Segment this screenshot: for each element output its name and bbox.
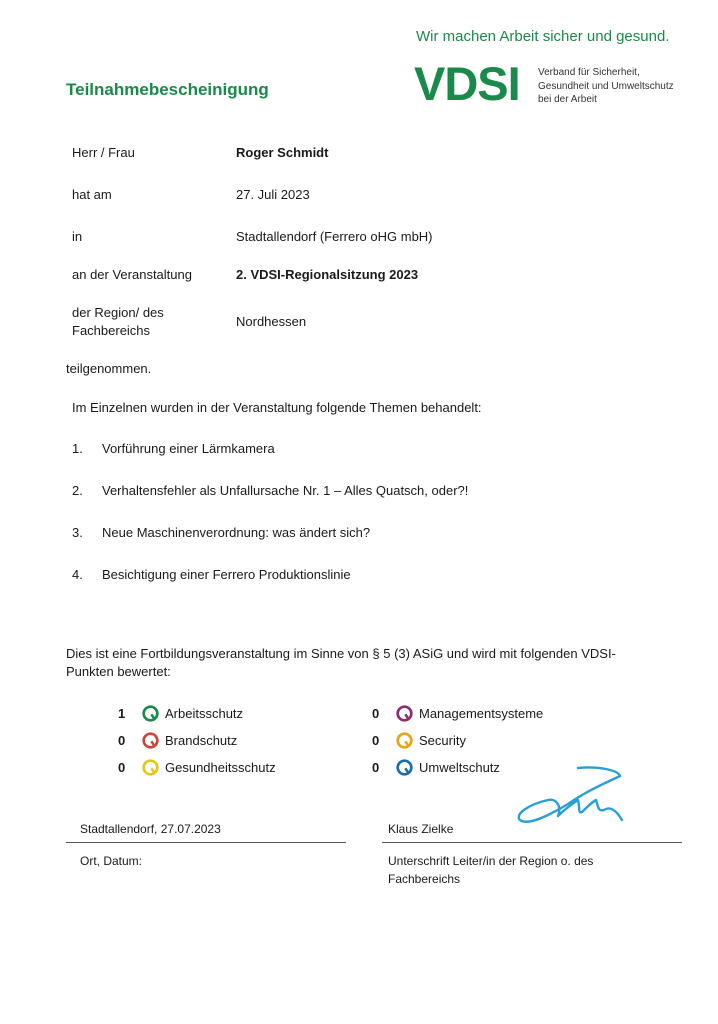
point-row-managementsysteme [372, 702, 543, 724]
point-row-security [372, 729, 466, 751]
field-label-date: hat am [72, 187, 112, 202]
topic-text: Verhaltensfehler als Unfallursache Nr. 1 – Alles Quatsch, oder?! [102, 483, 469, 498]
participated-text: teilgenommen. [66, 361, 152, 376]
point-value: 0 [372, 732, 380, 748]
field-value-location: Stadtallendorf (Ferrero oHG mbH) [236, 229, 433, 244]
field-label-location: in [72, 229, 83, 244]
field-value-date: 27. Juli 2023 [236, 187, 310, 202]
place-date-value: Stadtallendorf, 27.07.2023 [80, 822, 221, 836]
vdsi-logo: VDSI [414, 57, 520, 110]
logo-subtitle [538, 66, 698, 107]
topic-number: 3. [72, 525, 83, 540]
point-value: 1 [118, 705, 126, 721]
point-label: Gesundheitsschutz [165, 759, 276, 775]
point-label: Brandschutz [165, 732, 238, 748]
q-icon-purple [396, 705, 413, 722]
point-row-gesundheitsschutz [118, 756, 276, 778]
point-label: Umweltschutz [419, 759, 500, 775]
field-label-region-line: der Region/ des [72, 305, 164, 320]
signature-caption-line: Fachbereichs [388, 872, 461, 886]
place-date-line [66, 842, 346, 843]
topic-number: 4. [72, 567, 83, 582]
signature-caption-line: Unterschrift Leiter/in der Region o. des [388, 854, 594, 868]
q-icon-yellow [142, 759, 159, 776]
q-icon-orange [396, 732, 413, 749]
logo-subtitle-line: Gesundheit und Umweltschutz [538, 80, 674, 92]
q-icon-blue [396, 759, 413, 776]
point-value: 0 [118, 732, 126, 748]
point-row-brandschutz [118, 729, 237, 751]
point-label: Security [419, 732, 466, 748]
tagline: Wir machen Arbeit sicher und gesund. [416, 28, 670, 45]
point-row-arbeitsschutz [118, 702, 243, 724]
q-icon-red [142, 732, 159, 749]
topics-intro: Im Einzelnen wurden in der Veranstaltung folgende Themen behandelt: [72, 400, 482, 415]
topic-text: Besichtigung einer Ferrero Produktionslinie [102, 567, 351, 582]
point-label: Arbeitsschutz [165, 705, 244, 721]
field-value-region: Nordhessen [236, 314, 307, 329]
topic-text: Vorführung einer Lärmkamera [102, 441, 275, 456]
logo-subtitle-line: bei der Arbeit [538, 94, 597, 105]
q-icon-green [142, 705, 159, 722]
point-row-umweltschutz [372, 756, 500, 778]
point-label: Managementsysteme [419, 705, 544, 721]
topic-text: Neue Maschinenverordnung: was ändert sich? [102, 525, 371, 540]
document-title: Teilnahmebescheinigung [66, 80, 269, 99]
field-value-name: Roger Schmidt [236, 145, 329, 160]
signature-line [382, 842, 682, 843]
field-value-event: 2. VDSI-Regionalsitzung 2023 [236, 267, 419, 282]
handwritten-signature [508, 760, 638, 840]
point-value: 0 [372, 705, 380, 721]
signature-caption [388, 852, 688, 888]
topic-number: 1. [72, 441, 83, 456]
field-label-name: Herr / Frau [72, 145, 135, 160]
points-intro: Dies ist eine Fortbildungsveranstaltung im Sinne von § 5 (3) ASiG und wird mit folgenden VDSI-Punkten bewertet: [66, 646, 616, 679]
point-value: 0 [118, 759, 126, 775]
signer-name: Klaus Zielke [388, 822, 454, 836]
point-value: 0 [372, 759, 380, 775]
topic-number: 2. [72, 483, 83, 498]
field-label-region-line: Fachbereichs [72, 323, 151, 338]
field-label-event: an der Veranstaltung [72, 267, 192, 282]
logo-subtitle-line: Verband für Sicherheit, [538, 67, 640, 78]
field-label-region [72, 304, 164, 340]
place-date-caption: Ort, Datum: [80, 854, 143, 868]
